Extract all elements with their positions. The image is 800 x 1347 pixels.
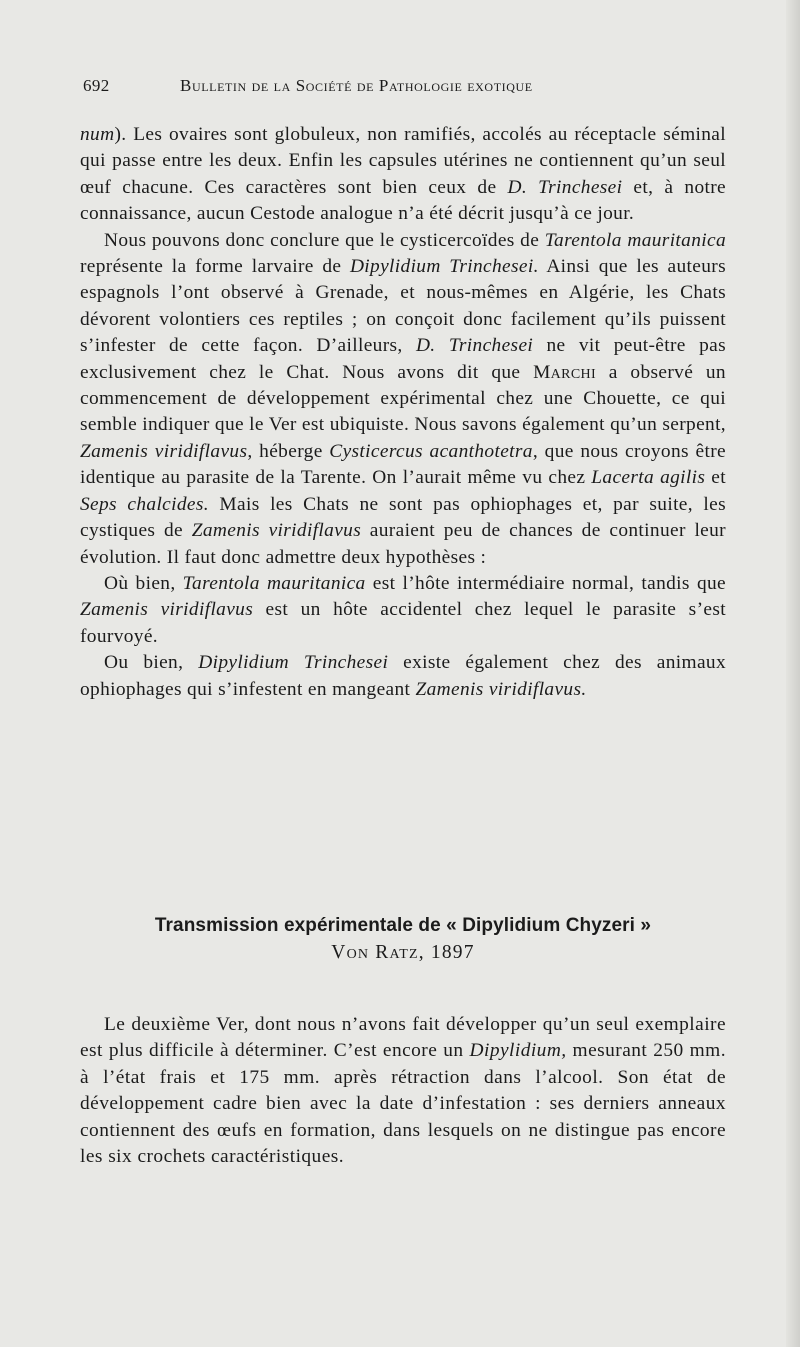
paragraph-3-span: est l’hôte intermédiaire normal, tandis que (365, 572, 726, 594)
paragraph-2-span: Mais les Chats ne sont pas ophiophages et, par suite, les cystiques de (80, 493, 727, 542)
paragraph-2 (80, 228, 726, 571)
page-header (80, 76, 730, 102)
paragraph-1 (80, 122, 726, 228)
paragraph-2-span: D. Trinchesei (415, 335, 534, 357)
paragraph-2-span: , héberge (247, 440, 330, 462)
paragraph-4 (80, 650, 726, 703)
paragraph-5-span: mesurant 250 mm. à l’état frais et 175 mm. après rétraction dans l’alcool. Son état de développement cadre bien avec la date d’infestation : ses derniers anneaux contiennent des œufs en formation, dans lesquels on ne distingue pas encore les six crochets caractéristiques. (80, 1040, 726, 1168)
section-1-body (80, 122, 726, 703)
paragraph-1-span: num (80, 124, 115, 145)
paragraph-3-span: est un hôte accidentel chez lequel le parasite s’est fourvoyé. (80, 599, 726, 647)
running-title: Bulletin de la Société de Pathologie exotique (180, 76, 533, 95)
paragraph-4-span: Ou bien, (104, 652, 199, 674)
paragraph-2-span: Seps chalcides. (80, 493, 209, 515)
section-year: , 1897 (418, 942, 475, 963)
section-author: Von Ratz (331, 942, 419, 963)
paragraph-4-span: existe également chez des animaux ophiophages qui s’infestent en mangeant (80, 652, 726, 700)
paragraph-5-span: Le deuxième Ver, dont nous n’avons fait développer qu’un seul exemplaire est plus difficile à déterminer. C’est encore un (80, 1014, 726, 1062)
paragraph-5 (80, 1012, 726, 1170)
paragraph-2-span: et (705, 467, 726, 489)
author-name-marchi: Marchi (533, 361, 596, 383)
paragraph-2-span: représente la forme larvaire de (80, 256, 350, 278)
section-heading: Transmission expérimentale de « Dipylidium Chyzeri » (154, 915, 652, 936)
paragraph-3-span: Zamenis viridiflavus (80, 599, 254, 621)
paragraph-2-span: ne vit peut-être pas exclusivement chez le Chat. Nous avons dit que (80, 335, 726, 383)
paragraph-1-span: ). Les ovaires sont globuleux, non ramifiés, accolés au réceptacle séminal qui passe entre les deux. Enfin les capsules utérines ne contiennent qu’un seul œuf chacune. Ces caractères sont bien ceux de (80, 124, 726, 198)
paragraph-1-span: D. Trinchesei (507, 176, 623, 198)
section-subheading (80, 942, 726, 964)
paragraph-3-span: Où bien, (104, 572, 183, 594)
paragraph-3-span: Tarentola mauritanica (182, 572, 366, 594)
paragraph-2-span: Tarentola mauritanica (544, 229, 726, 251)
paragraph-2-span: auraient peu de chances de continuer leur évolution. Il faut donc admettre deux hypothèses : (80, 520, 726, 568)
paragraph-2-span: , que nous croyons être identique au parasite de la Tarente. On l’aurait même vu chez (80, 440, 726, 489)
paragraph-4-span: Dipylidium Trinchesei (198, 652, 389, 674)
paragraph-2-span: Cysticercus acanthotetra (329, 440, 533, 462)
paragraph-2-span: Lacerta agilis (591, 467, 706, 489)
paragraph-2-span: Ainsi que les auteurs espagnols l’ont observé à Grenade, et nous-mêmes en Algérie, les Chats dévorent volontiers ces reptiles ; on conçoit donc facilement qu’ils puissent s’infester de cette façon. D’ailleurs, (80, 256, 726, 357)
paragraph-1-span: et, à notre connaissance, aucun Cestode analogue n’a été décrit jusqu’à ce jour. (80, 176, 726, 225)
paragraph-4-span: Zamenis viridiflavus. (415, 678, 587, 700)
paragraph-2-span: a observé un commencement de développement expérimental chez une Chouette, ce qui semble indiquer que le Ver est ubiquiste. Nous savons également qu’un serpent, (80, 361, 726, 436)
paragraph-2-span: Zamenis viridiflavus (80, 440, 248, 462)
paragraph-5-span: Dipylidium, (469, 1040, 567, 1062)
paragraph-2-span: Zamenis viridiflavus (191, 520, 362, 542)
paragraph-2-span: Nous pouvons donc conclure que le cysticercoïdes de (104, 229, 545, 251)
page-number: 692 (83, 76, 110, 95)
paragraph-3 (80, 571, 726, 650)
section-2-body (80, 1012, 726, 1170)
page-edge-shadow (786, 0, 800, 1347)
paragraph-2-span: Dipylidium Trinchesei. (349, 256, 539, 278)
